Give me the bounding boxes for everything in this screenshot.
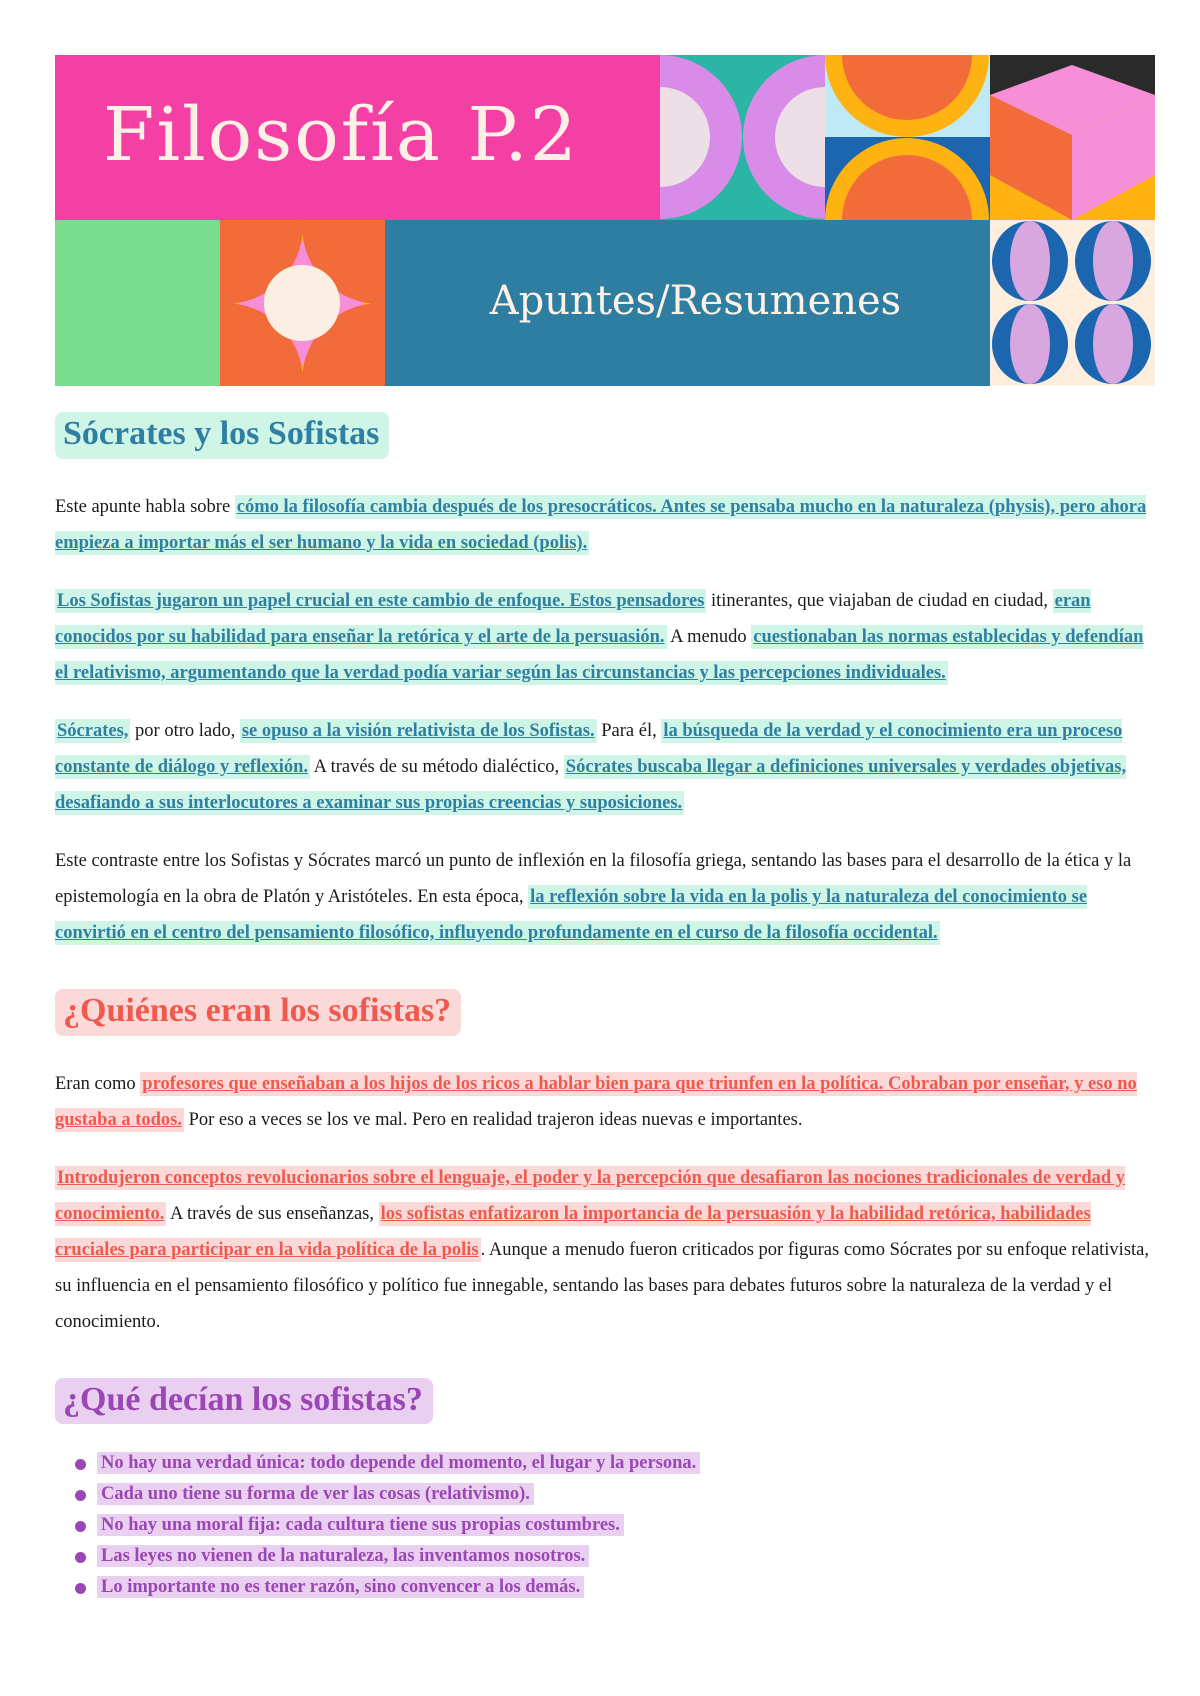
body-text: por otro lado, bbox=[130, 720, 240, 741]
list-item-text: No hay una verdad única: todo depende del momento, el lugar y la persona. bbox=[97, 1452, 700, 1474]
bullet-dot-icon bbox=[75, 1583, 86, 1594]
highlighted-text: la búsqueda de la verdad y el conocimiento era un proceso constante de diálogo y reflexión. bbox=[55, 720, 1123, 777]
highlighted-text: Los Sofistas jugaron un papel crucial en este cambio de enfoque. Estos pensadores bbox=[57, 590, 705, 611]
paragraph bbox=[55, 489, 1155, 561]
body-text: Este apunte habla sobre bbox=[55, 496, 235, 517]
paragraph bbox=[55, 1160, 1155, 1340]
paragraph bbox=[55, 713, 1155, 821]
highlighted-text: profesores que enseñaban a los hijos de los ricos a hablar bien para que triunfen en la política. Cobraban por enseñar, y eso no gustaba a todos. bbox=[55, 1073, 1137, 1130]
bullet-dot-icon bbox=[75, 1552, 86, 1563]
paragraph bbox=[55, 583, 1155, 691]
document-title: Filosofía P.2 bbox=[103, 92, 579, 178]
highlighted-text: cómo la filosofía cambia después de los presocráticos. Antes se pensaba mucho en la naturaleza (physis), pero ahora empieza a importar más el ser humano y la vida en sociedad (polis). bbox=[55, 496, 1147, 553]
body-text: itinerantes, que viajaban de ciudad en ciudad, bbox=[706, 590, 1053, 611]
document-subtitle: Apuntes/Resumenes bbox=[489, 278, 902, 324]
list-item-text: Cada uno tiene su forma de ver las cosas (relativismo). bbox=[97, 1483, 534, 1505]
paragraph bbox=[55, 843, 1155, 951]
body-text: A través de su método dialéctico, bbox=[310, 756, 564, 777]
body-text: A menudo bbox=[666, 626, 752, 647]
body-text: Para él, bbox=[596, 720, 662, 741]
list-item-text: Las leyes no vienen de la naturaleza, las inventamos nosotros. bbox=[97, 1545, 589, 1567]
sofistas-ideas-list bbox=[55, 1448, 1155, 1603]
body-text: Eran como bbox=[55, 1073, 141, 1094]
section-heading-que-decian: ¿Qué decían los sofistas? bbox=[55, 1378, 433, 1425]
list-item bbox=[75, 1541, 1155, 1572]
highlighted-text: los sofistas enfatizaron la importancia de la persuasión y la habilidad retórica, habilidades cruciales para participar en la vida política de la polis bbox=[55, 1203, 1091, 1260]
highlighted-text: se opuso a la visión relativista de los Sofistas. bbox=[241, 720, 595, 741]
list-item bbox=[75, 1510, 1155, 1541]
list-item bbox=[75, 1479, 1155, 1510]
list-item bbox=[75, 1572, 1155, 1603]
highlighted-text: Sócrates buscaba llegar a definiciones universales y verdades objetivas, desafiando a sus interlocutores a examinar sus propias creencias y suposiciones. bbox=[55, 756, 1127, 813]
body-text: . Aunque a menudo fueron criticados por figuras como Sócrates por su enfoque relativista, su influencia en el pensamiento filosófico y político fue innegable, sentando las bases para debates futuros sobre la naturaleza de la verdad y el conocimiento. bbox=[55, 1239, 1150, 1332]
body-text: A través de sus enseñanzas, bbox=[166, 1203, 379, 1224]
list-item-text: Lo importante no es tener razón, sino convencer a los demás. bbox=[97, 1576, 584, 1598]
list-item bbox=[75, 1448, 1155, 1479]
highlighted-text: Introdujeron conceptos revolucionarios sobre el lenguaje, el poder y la percepción que desafiaron las nociones tradicionales de verdad y conocimiento. bbox=[55, 1167, 1126, 1224]
list-item-text: No hay una moral fija: cada cultura tiene sus propias costumbres. bbox=[97, 1514, 624, 1536]
bullet-dot-icon bbox=[75, 1521, 86, 1532]
header-banner bbox=[55, 55, 1155, 386]
section-heading-quienes: ¿Quiénes eran los sofistas? bbox=[55, 989, 461, 1036]
paragraph bbox=[55, 1066, 1155, 1138]
highlighted-text: eran conocidos por su habilidad para enseñar la retórica y el arte de la persuasión. bbox=[55, 590, 1091, 647]
highlighted-text: Sócrates, bbox=[57, 720, 129, 741]
body-text: Por eso a veces se los ve mal. Pero en realidad trajeron ideas nuevas e importantes. bbox=[183, 1109, 803, 1130]
document-body bbox=[55, 412, 1155, 1603]
bullet-dot-icon bbox=[75, 1490, 86, 1501]
bullet-dot-icon bbox=[75, 1459, 86, 1470]
section-heading-socrates: Sócrates y los Sofistas bbox=[55, 412, 389, 459]
highlighted-text: la reflexión sobre la vida en la polis y la naturaleza del conocimiento se convirtió en el centro del pensamiento filosófico, influyendo profundamente en el curso de la filosofía occidental. bbox=[55, 886, 1088, 943]
body-text: Este contraste entre los Sofistas y Sócrates marcó un punto de inflexión en la filosofía griega, sentando las bases para el desarrollo de la ética y la epistemología en la obra de Platón y Aristóteles. En esta época, bbox=[55, 850, 1132, 907]
highlighted-text: cuestionaban las normas establecidas y defendían el relativismo, argumentando que la verdad podía variar según las circunstancias y las percepciones individuales. bbox=[55, 626, 1144, 683]
